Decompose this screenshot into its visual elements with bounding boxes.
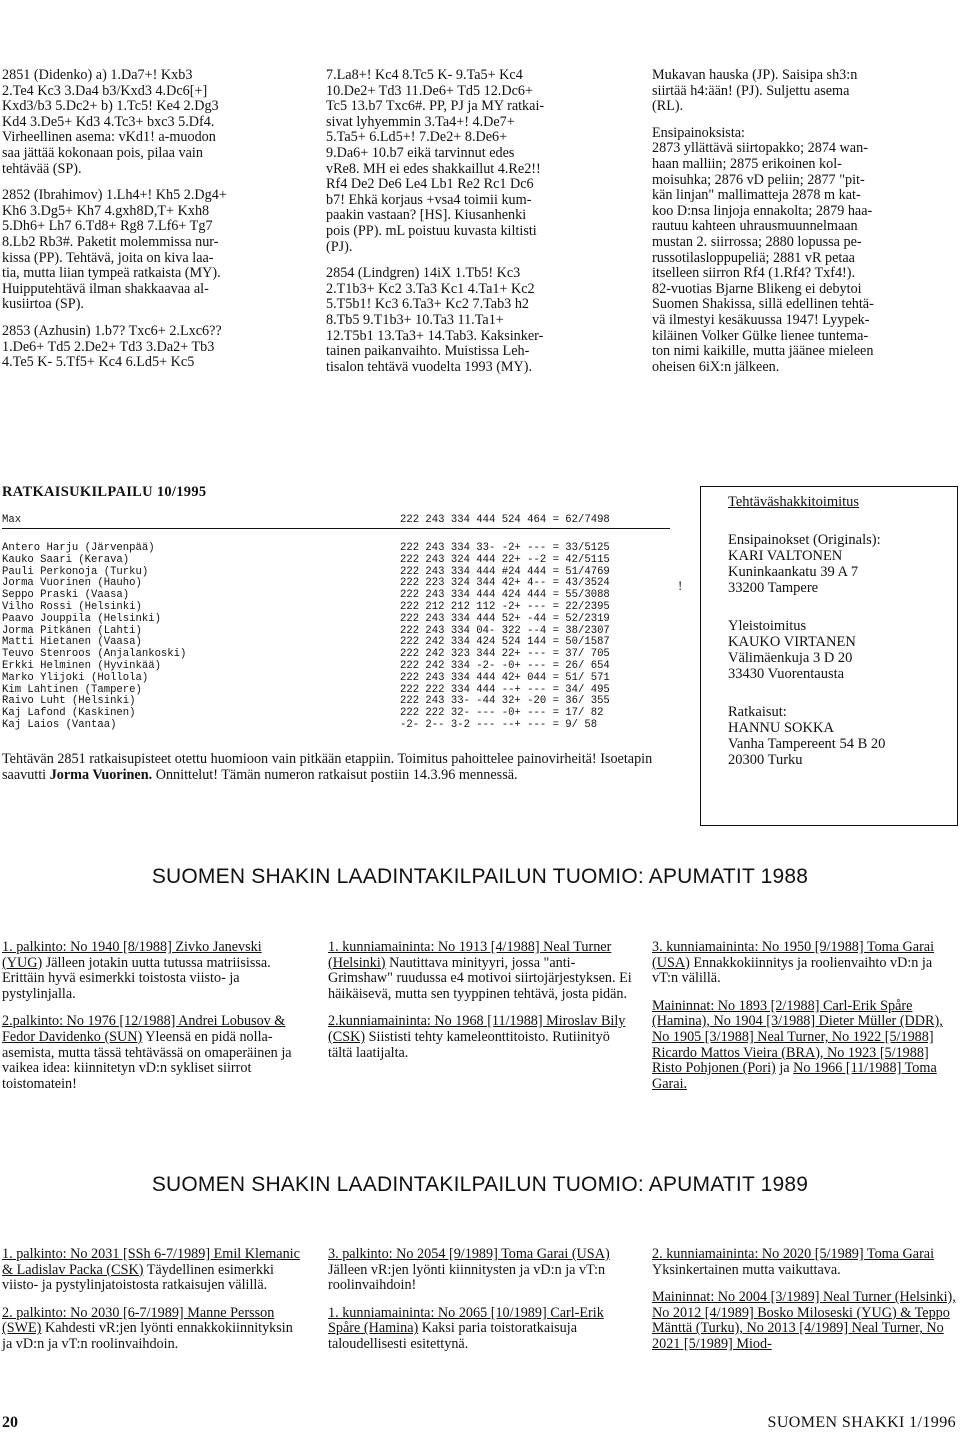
text-line: Suomen Shakissa, sillä edellinen tehtä- <box>652 296 874 313</box>
text-line: Ensipainoksista: <box>652 124 746 141</box>
solutions-column-3 <box>652 68 958 375</box>
originals-label: Ensipainokset (Originals): <box>728 532 881 548</box>
table-row-scores: 222 243 334 04- 322 --4 = 38/2307 <box>400 624 610 637</box>
text-line: sivat lyhyemmin 3.Ta4+! 4.De7+ <box>326 113 515 130</box>
solutions-name: HANNU SOKKA <box>728 720 834 736</box>
table-row-scores: 222 243 334 444 52+ -44 = 52/2319 <box>400 612 610 625</box>
general-city: 33430 Vuorentausta <box>728 666 845 682</box>
prize-2-text: Yleensä en pidä nolla-asemista, mutta tässä tehtävässä on omaperäinen ja vaikea idea: kiinnitetyn vD:n sykliset siirrot toistomatein! <box>2 1028 292 1092</box>
text-line: 2.Te4 Kc3 3.Da4 b3/Kxd3 4.Dc6[+] <box>2 82 208 99</box>
mentions-link: Maininnat: No 1893 [2/1988] Carl-Erik Spåre (Hamina), No 1904 [3/1988] Dieter Müller (DDR), No 1905 [3/1988] Neal Turner, No 1922 [5/1988] Ricardo Mattos Vieira (BRA), No 1923 [5/1988] Risto Pohjonen (Pori) <box>652 997 943 1077</box>
max-label: Max <box>2 514 22 526</box>
table-row-scores: -2- 2-- 3-2 --- --+ --- = 9/ 58 <box>400 718 598 731</box>
text-line: 9.Da6+ 10.b7 eikä tarvinnut edes <box>326 144 515 161</box>
ranking-scores <box>400 543 610 732</box>
text-line: tehtävää (SP). <box>2 160 82 177</box>
text-line: 7.La8+! Kc4 8.Tc5 K- 9.Ta5+ Kc4 <box>326 67 523 83</box>
honour-3-link: 3. kunniamaininta: No 1950 [9/1988] Toma Garai (USA) <box>652 939 935 971</box>
table-row-name: Antero Harju (Järvenpää) <box>2 542 155 554</box>
text-line: 5.T5b1! Kc3 6.Ta3+ Kc2 7.Tab3 h2 <box>326 296 530 313</box>
award-1988-column-2 <box>328 940 634 1061</box>
award-1989-column-2 <box>328 1247 634 1353</box>
text-line: saa jättää kokonaan pois, pilaa vain <box>2 144 203 161</box>
text-line: Kd4 3.De5+ Kd3 4.Tc3+ bxc3 5.Df4. <box>2 113 215 130</box>
originals-name: KARI VALTONEN <box>728 548 843 564</box>
table-row-scores: 222 242 323 344 22+ --- = 37/ 705 <box>400 648 610 661</box>
text-line: paakin vastaan? [HS]. Kiusanhenki <box>326 207 527 224</box>
prize-1-link: 1. palkinto: No 1940 [8/1988] Zivko Janevski (YUG) <box>2 939 262 971</box>
honour-1-text: Kaksi paria toistoratkaisuja taloudellisesti esitettynä. <box>328 1320 577 1352</box>
text-line: moisuhka; 2876 vD peliin; 2877 "pit- <box>652 171 865 188</box>
text-line: 4.Te5 K- 5.Tf5+ Kc4 6.Ld5+ Kc5 <box>2 354 195 371</box>
table-row-scores: 222 222 334 444 --+ --- = 34/ 495 <box>400 683 610 696</box>
note-text-end: Onnittelut! Tämän numeron ratkaisut postiin 14.3.96 mennessä. <box>152 766 518 783</box>
table-row-name: Kim Lahtinen (Tampere) <box>2 683 142 696</box>
exclamation-mark: ! <box>678 578 683 593</box>
table-row-name: Paavo Jouppila (Helsinki) <box>2 612 161 625</box>
table-row-scores: 222 243 33- -44 32+ -20 = 36/ 355 <box>400 695 610 708</box>
table-row-name: Jorma Vuorinen (Hauho) <box>2 577 142 590</box>
table-row-scores: 222 212 212 112 -2+ --- = 22/2395 <box>400 600 610 613</box>
award-1988-title: SUOMEN SHAKIN LAADINTAKILPAILUN TUOMIO: APUMATIT 1988 <box>151 865 809 888</box>
ranking-note <box>2 752 692 784</box>
table-row-name: Raivo Luht (Helsinki) <box>2 695 136 708</box>
mentions-last-link: No 1966 [11/1988] Toma Garai. <box>652 1060 937 1092</box>
prize-1-link: 1. palkinto: No 2031 [SSh 6-7/1989] Emil Klemanic & Ladislav Packa (CSK) <box>2 1246 300 1278</box>
solutions-column-1 <box>2 68 302 371</box>
text-line: 2853 (Azhusin) 1.b7? Txc6+ 2.Lxc6?? <box>2 322 222 339</box>
text-line: tisalon tehtävä vuodelta 1993 (MY). <box>326 358 533 375</box>
table-row-name: Vilho Rossi (Helsinki) <box>2 600 142 613</box>
table-row-scores: 222 243 334 33- -2+ --- = 33/5125 <box>400 542 610 554</box>
note-text: Tehtävän 2851 ratkaisupisteet otettu huomioon vain pitkään etappiin. Toimitus pahoittelee painovirheitä! Isoetapin saavutti <box>2 751 653 783</box>
text-line: Virheellinen asema: vKd1! a-muodon <box>2 129 216 146</box>
table-row-name: Kaj Lafond (Kaskinen) <box>2 707 136 720</box>
honour-3-text: Ennakkokiinnitys ja roolienvaihto vD:n ja vT:n välillä. <box>652 954 933 987</box>
text-line: kän linjan" mallimatteja 2878 m kat- <box>652 187 861 204</box>
page-number: 20 <box>2 1414 18 1431</box>
text-line: 2.T1b3+ Kc2 3.Ta3 Kc1 4.Ta1+ Kc2 <box>326 280 535 297</box>
honour-1-link: 1. kunniamaininta: No 1913 [4/1988] Neal Turner (Helsinki) <box>328 939 612 971</box>
table-row-scores: 222 243 324 444 22+ --2 = 42/5115 <box>400 553 610 566</box>
text-line: 5.Ta5+ 6.Ld5+! 7.De2+ 8.De6+ <box>326 129 508 146</box>
originals-street: Kuninkaankatu 39 A 7 <box>728 564 859 580</box>
text-line: tia, mutta liian tympeä ratkaista (MY). <box>2 265 221 282</box>
text-line: ton nimi kaikille, mutta jäänee mieleen <box>652 343 874 360</box>
text-line: rautuu kahteen uhrausmuunnelmaan <box>652 218 858 235</box>
honour-2-link: 2.kunniamaininta: No 1968 [11/1988] Miroslav Bily (CSK) <box>328 1013 626 1045</box>
table-row-scores: 222 243 334 444 #24 444 = 51/4769 <box>400 565 610 578</box>
table-row-name: Marko Ylijoki (Hollola) <box>2 671 149 684</box>
editorial-contacts <box>728 494 885 768</box>
table-divider <box>2 528 670 529</box>
text-line: oheisen 6iX:n jälkeen. <box>652 358 780 375</box>
text-line: Huipputehtävä ilman shakkaavaa al- <box>2 280 209 297</box>
text-line: Kxd3/b3 5.Dc2+ b) 1.Tc5! Ke4 2.Dg3 <box>2 98 219 115</box>
text-line: vä ilmestyi kesäkuussa 1947! Lyypek- <box>652 311 870 328</box>
text-line: Mukavan hauska (JP). Saisipa sh3:n <box>652 67 858 83</box>
table-row-name: Seppo Praski (Vaasa) <box>2 589 130 602</box>
ranking-title: RATKAISUKILPAILU 10/1995 <box>2 484 207 500</box>
text-line: Tc5 13.b7 Txc6#. PP, PJ ja MY ratkai- <box>326 98 545 115</box>
text-line: Rf4 De2 De6 Le4 Lb1 Re2 Rc1 Dc6 <box>326 176 534 193</box>
honour-1-text: Nautittava minityyri, jossa "anti-Grimshaw" ruudussa e4 motivoi siirtojärjestyksen. Ei häikäisevä, mutta sen tyyppinen tehtävä, josta pidän. <box>328 954 632 1002</box>
award-1989-column-3 <box>652 1247 958 1353</box>
general-label: Yleistoimitus <box>728 618 807 634</box>
award-1988-column-3 <box>652 940 958 1092</box>
text-line: kiläinen Volker Gülke lienee tuntema- <box>652 327 869 344</box>
table-row-name: Matti Hietanen (Vaasa) <box>2 636 142 649</box>
honour-2-text: Yksinkertainen mutta vaikuttava. <box>652 1261 841 1278</box>
text-line: 5.Dh6+ Lh7 6.Td8+ Rg8 7.Lf6+ Tg7 <box>2 218 213 235</box>
max-scores: 222 243 334 444 524 464 = 62/7498 <box>400 514 610 526</box>
text-line: russotilasloppupeliä; 2881 vR petaa <box>652 249 855 266</box>
mentions-text: ja <box>775 1060 794 1077</box>
magazine-issue: SUOMEN SHAKKI 1/1996 <box>767 1414 956 1431</box>
originals-city: 33200 Tampere <box>728 580 819 596</box>
text-line: tainen paikanvaihto. Muistissa Leh- <box>326 343 530 360</box>
text-line: (PJ). <box>326 238 353 255</box>
text-line: 2854 (Lindgren) 14iX 1.Tb5! Kc3 <box>326 265 521 282</box>
text-line: haan malliin; 2875 erikoinen kol- <box>652 155 842 172</box>
ranking-names <box>2 543 186 732</box>
text-line: pois (PP). mL poistuu kuvasta kiltisti <box>326 222 537 239</box>
table-row-scores: 222 222 32- --- -0+ --- = 17/ 82 <box>400 707 604 720</box>
table-row-scores: 222 243 334 444 42+ 044 = 51/ 571 <box>400 671 610 684</box>
text-line: itselleen siirron Rf4 (1.Rf4? Txf4!). <box>652 265 856 282</box>
table-row-scores: 222 243 334 444 424 444 = 55/3088 <box>400 589 610 602</box>
text-line: 1.De6+ Td5 2.De2+ Td3 3.Da2+ Tb3 <box>2 338 215 355</box>
table-row-name: Erkki Helminen (Hyvinkää) <box>2 659 161 672</box>
prize-1-text: Jälleen jotakin uutta tutussa matriisissa. Erittäin hyvä esimerkki toistosta viisto- ja pystylinjalla. <box>2 954 271 1002</box>
honour-2-link: 2. kunniamaininta: No 2020 [5/1989] Toma Garai <box>652 1246 935 1262</box>
text-line: kusiirtoa (SP). <box>2 296 84 313</box>
text-line: kissa (PP). Tehtävä, joita on kiva laa- <box>2 249 214 266</box>
text-line: 8.Tb5 9.T1b3+ 10.Ta3 11.Ta1+ <box>326 311 504 328</box>
solutions-city: 20300 Turku <box>728 752 803 768</box>
table-row-scores: 222 223 324 344 42+ 4-- = 43/3524 <box>400 577 610 590</box>
text-line: koo D:nsa linjoja ennakolta; 2879 haa- <box>652 202 873 219</box>
text-line: 82-vuotias Bjarne Blikeng ei debytoi <box>652 280 862 297</box>
solutions-street: Vanha Tampereent 54 B 20 <box>728 736 886 752</box>
general-street: Välimäenkuja 3 D 20 <box>728 650 853 666</box>
table-row-name: Kaj Laios (Vantaa) <box>2 718 117 731</box>
mentions-link: Maininnat: No 2004 [3/1989] Neal Turner (Helsinki), No 2012 [4/1989] Bosko Miloseski (YUG) & Teppo Mänttä (Turku), No 2013 [4/1989] Neal Turner, No 2021 [5/1989] Miod- <box>652 1289 956 1352</box>
text-line: (RL). <box>652 98 684 115</box>
general-name: KAUKO VIRTANEN <box>728 634 856 650</box>
prize-2-link: 2.palkinto: No 1976 [12/1988] Andrei Lobusov & Fedor Davidenko (SUN) <box>2 1013 286 1045</box>
prize-3-text: Jälleen vR:jen lyönti kiinnitysten ja vD:n ja vT:n roolinvaihdoin! <box>328 1261 606 1294</box>
table-row-name: Kauko Saari (Kerava) <box>2 553 130 566</box>
text-line: 10.De2+ Td3 11.De6+ Td5 12.Dc6+ <box>326 82 533 99</box>
prize-2-text: Kahdesti vR:jen lyönti ennakkokiinnityksin ja vD:n ja vT:n roolinvaihdoin. <box>2 1320 293 1352</box>
solutions-label: Ratkaisut: <box>728 704 787 720</box>
text-line: mustan 2. siirrossa; 2880 lopussa pe- <box>652 233 862 250</box>
table-row-name: Pauli Perkonoja (Turku) <box>2 565 149 578</box>
text-line: b7! Ehkä korjaus +vsa4 toimii kum- <box>326 191 532 208</box>
prize-1-text: Täydellinen esimerkki viisto- ja pystylinjatoistosta ratkaisujen välillä. <box>2 1261 274 1294</box>
honour-1-link: 1. kunniamaininta: No 2065 [10/1989] Carl-Erik Spåre (Hamina) <box>328 1304 604 1337</box>
text-line: vRe8. MH ei edes shakkaillut 4.Re2!! <box>326 160 541 177</box>
prize-3-link: 3. palkinto: No 2054 [9/1989] Toma Garai (USA) <box>328 1246 610 1262</box>
text-line: 2873 yllättävä siirtopakko; 2874 wan- <box>652 140 868 157</box>
award-1989-title: SUOMEN SHAKIN LAADINTAKILPAILUN TUOMIO: APUMATIT 1989 <box>151 1173 809 1196</box>
text-line: siirtää h4:ään! (PJ). Suljettu asema <box>652 82 850 99</box>
text-line: 2851 (Didenko) a) 1.Da7+! Kxb3 <box>2 67 193 83</box>
honour-2-text: Siististi tehty kameleonttitoisto. Rutiinityö tältä laatijalta. <box>328 1028 610 1061</box>
text-line: 12.T5b1 13.Ta3+ 14.Tab3. Kaksinker- <box>326 327 544 344</box>
text-line: Kh6 3.Dg5+ Kh7 4.gxh8D,T+ Kxh8 <box>2 202 210 219</box>
table-row-scores: 222 242 334 424 524 144 = 50/1587 <box>400 636 610 649</box>
office-heading: Tehtäväshakkitoimitus <box>728 494 860 510</box>
text-line: 2852 (Ibrahimov) 1.Lh4+! Kh5 2.Dg4+ <box>2 187 227 204</box>
text-line: 8.Lb2 Rb3#. Paketit molemmissa nur- <box>2 233 219 250</box>
prize-2-link: 2. palkinto: No 2030 [6-7/1989] Manne Persson (SWE) <box>2 1304 275 1337</box>
award-1988-column-1 <box>2 940 304 1092</box>
table-row-name: Teuvo Stenroos (Anjalankoski) <box>2 648 187 661</box>
table-row-name: Jorma Pitkänen (Lahti) <box>2 624 142 637</box>
solutions-column-2 <box>326 68 634 375</box>
note-winner: Jorma Vuorinen. <box>49 766 153 783</box>
table-row-scores: 222 242 334 -2- -0+ --- = 26/ 654 <box>400 659 610 672</box>
award-1989-column-1 <box>2 1247 304 1353</box>
